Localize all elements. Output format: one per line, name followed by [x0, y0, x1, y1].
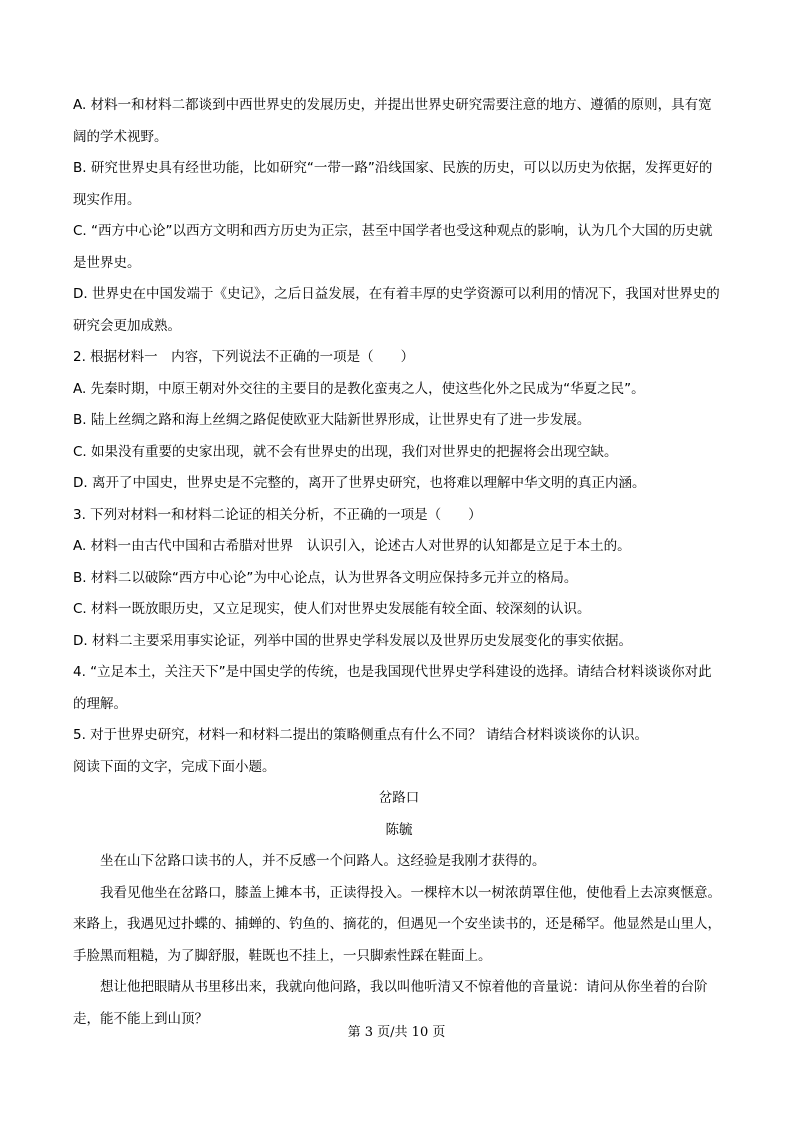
- option-a-text: A. 材料一和材料二都谈到中西世界史的发展历史，并提出世界史研究需要注意的地方、遵循的原则，具有宽阔的学术视野。: [73, 97, 712, 145]
- story-paragraph: 想让他把眼睛从书里移出来，我就向他问路，我以叫他听清又不惊着他的音量说：请问从你坐着的台阶走，能不能上到山顶？: [73, 979, 708, 1027]
- story-paragraph: 坐在山下岔路口读书的人，并不反感一个问路人。这经验是我刚才获得的。: [100, 853, 546, 869]
- option-c-text: C. “西方中心论”以西方文明和西方历史为正宗，甚至中国学者也受这种观点的影响，认为几个大国的历史就是世界史。: [73, 223, 713, 271]
- page-footer: 第 3 页/共 10 页: [347, 1025, 446, 1040]
- story-paragraph: 我看见他坐在岔路口，膝盖上摊本书，正读得投入。一棵梓木以一树浓荫罩住他，使他看上去凉爽惬意。来路上，我遇见过扑蝶的、捕蝉的、钓鱼的、摘花的，但遇见一个安坐读书的，还是稀罕。他显然是山里人，手脸黑而粗糙，为了脚舒服，鞋既也不挂上，一只脚索性踩在鞋面上。: [73, 884, 721, 964]
- story-author: 陈毓: [385, 821, 413, 838]
- q3-option-d: D. 材料二主要采用事实论证，列举中国的世界史学科发展以及世界历史发展变化的事实依据。: [73, 632, 632, 649]
- q2-option-a: A. 先秦时期，中原王朝对外交往的主要目的是教化蛮夷之人，使这些化外之民成为“华夏之民”。: [73, 380, 645, 397]
- q2-option-c: C. 如果没有重要的史家出现，就不会有世界史的出现，我们对世界史的把握将会出现空缺。: [73, 443, 618, 460]
- q2-option-b: B. 陆上丝绸之路和海上丝绸之路促使欧亚大陆新世界形成，让世界史有了进一步发展。: [73, 412, 591, 428]
- document-body: [73, 90, 725, 1035]
- q2-option-d: D. 离开了中国史，世界史是不完整的，离开了世界史研究，也将难以理解中华文明的真正内涵。: [73, 475, 646, 491]
- option-d-text: D. 世界史在中国发端于《史记》，之后日益发展，在有着丰厚的史学资源可以利用的情况下，我国对世界史的研究会更加成熟。: [73, 286, 720, 334]
- q3-option-c: C. 材料一既放眼历史，又立足现实，使人们对世界史发展能有较全面、较深刻的认识。: [73, 601, 591, 617]
- reading-instruction: 阅读下面的文字，完成下面小题。: [73, 758, 276, 775]
- q3-option-b: B. 材料二以破除“西方中心论”为中心论点，认为世界各文明应保持多元并立的格局。: [73, 569, 578, 586]
- question-4: 4. “立足本土，关注天下”是中国史学的传统，也是我国现代世界史学科建设的选择。请结合材料谈谈你对此的理解。: [73, 664, 712, 712]
- question-5: 5. 对于世界史研究，材料一和材料二提出的策略侧重点有什么不同？ 请结合材料谈谈你的认识。: [73, 727, 648, 743]
- story-title: 岔路口: [378, 790, 420, 806]
- question-2: 2. 根据材料一 内容，下列说法不正确的一项是（ ）: [73, 349, 415, 365]
- q3-option-a: A. 材料一由古代中国和古希腊对世界 认识引入，论述古人对世界的认知都是立足于本土的。: [73, 538, 631, 554]
- question-3: 3. 下列对材料一和材料二论证的相关分析，不正确的一项是（ ）: [73, 506, 482, 523]
- option-b-text: B. 研究世界史具有经世功能，比如研究“一带一路”沿线国家、民族的历史，可以以历史为依据，发挥更好的现实作用。: [73, 160, 713, 208]
